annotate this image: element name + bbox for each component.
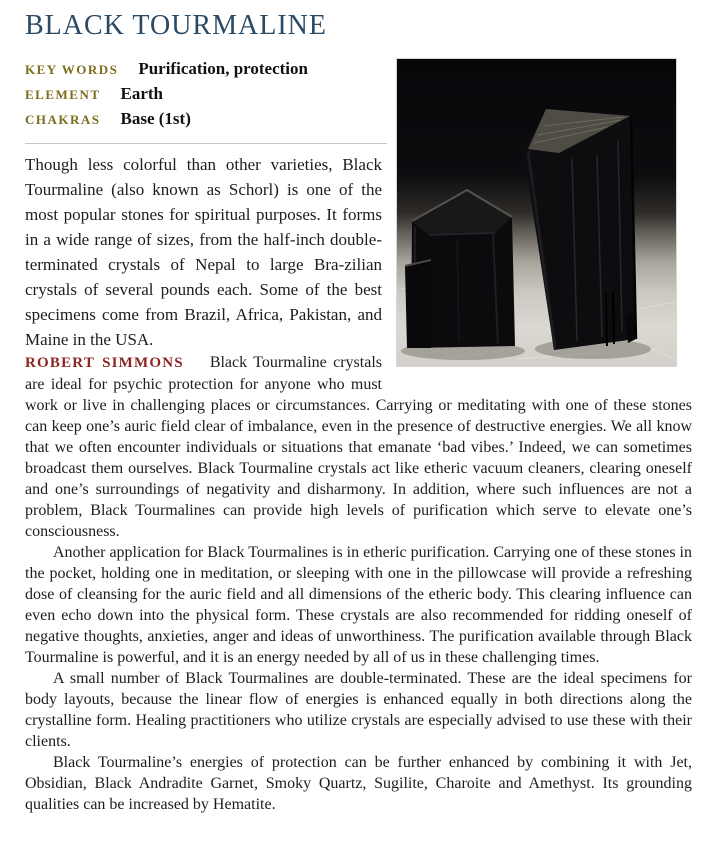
- attribute-label: KEY WORDS: [25, 62, 119, 77]
- tourmaline-photo: [396, 58, 677, 367]
- attribute-value: Purification, protection: [138, 59, 308, 78]
- attribute-label: ELEMENT: [25, 87, 101, 102]
- intro-paragraph: Though less colorful than other varieties, Black Tourmaline (also known as Schorl) is one of the most popular stones for spiritual purposes. It forms in a wide range of sizes, from the half-inch double-terminated crystals of Nepal to large Bra-zilian crystals of several pounds each. Some of the best specimens come from Brazil, Africa, Pakistan, and Maine in the USA.: [25, 155, 382, 349]
- section-divider: [25, 143, 387, 144]
- paragraph-combinations: Black Tourmaline’s energies of protection can be further enhanced by combining it with Jet, Obsidian, Black Andradite Garnet, Smoky Quartz, Sugilite, Charoite and Amethyst. Its grounding qualities can be increased by Hematite.: [25, 754, 692, 813]
- robert-simmons-paragraph: [25, 352, 692, 542]
- attribute-value: Earth: [120, 84, 164, 103]
- attribute-label: CHAKRAS: [25, 112, 101, 127]
- paragraph-double-terminated: A small number of Black Tourmalines are double-terminated. These are the ideal specimens for body layouts, because the linear flow of energies is enhanced equally in both directions along the crystalline form. Healing practitioners who utilize crystals are especially advised to use these with their clients.: [25, 670, 692, 750]
- attribute-row-chakras: [25, 106, 382, 131]
- attribute-row-element: [25, 81, 382, 106]
- attribute-value: Base (1st): [120, 109, 191, 128]
- robert-simmons-text: Black Tourmaline crystals are ideal for psychic protection for anyone who must work or live in challenging places or circumstances. Carrying or meditating with one of these stones can keep one’s auric field clear of imbalance, even in the presence of destructive energies. We all know that we often encounter individuals or situations that emanate ‘bad vibes.’ Indeed, we can sometimes broadcast them ourselves. Black Tourmaline crystals act like etheric vacuum cleaners, clearing oneself and one’s surroundings of negativity and disharmony. In addition, where such influences are not a problem, Black Tourmalines can provide high levels of purification which serve to elevate one’s consciousness.: [25, 354, 692, 540]
- robert-simmons-label: ROBERT SIMMONS: [25, 355, 184, 371]
- paragraph-etheric-purification: Another application for Black Tourmalines is in etheric purification. Carrying one of these stones in the pocket, holding one in meditation, or sleeping with one in the pillowcase will provide a refreshing dose of cleansing for the auric field and all dimensions of the etheric body. This clearing influence can even echo down into the physical form. These crystals are also recommended for ridding oneself of negative thoughts, anxieties, anger and ideas of unworthiness. The purification available through Black Tourmaline is powerful, and it is an energy needed by all of us in these challenging times.: [25, 544, 692, 666]
- page-title: BLACK TOURMALINE: [25, 10, 327, 41]
- tourmaline-photo-illustration: [397, 59, 676, 366]
- attribute-row-key-words: [25, 56, 382, 81]
